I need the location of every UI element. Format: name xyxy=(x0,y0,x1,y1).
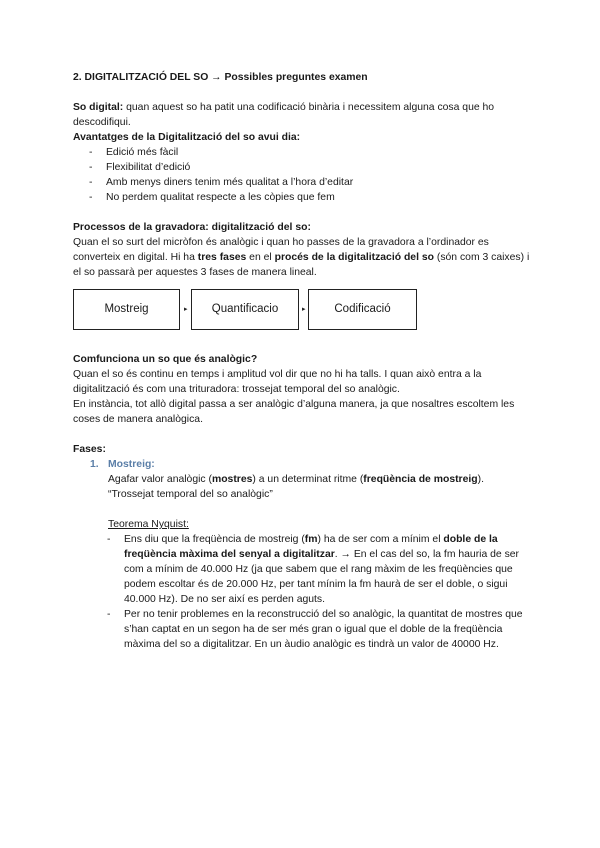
list-item: - Edició més fàcil xyxy=(89,145,533,160)
mostreig-bold-b: mostres xyxy=(211,474,253,485)
teorema-heading: Teorema Nyquist: xyxy=(108,519,189,530)
list-item: - Per no tenir problemes en la reconstrucció del so analògic, la quantitat de mostres que s’han captat en un segon ha de ser més gran o igual que el doble de la freqüència màxima del so a digitalitzar. En un àudio analògic es tindrà un valor de 40000 Hz. xyxy=(107,607,533,652)
document-page xyxy=(73,70,533,652)
analogic-paragraph-1: Quan el so és continu en temps i amplitud vol dir que no hi ha talls. I quan això entra a la digitalització és com una trituradora: trossejat temporal del so analògic. xyxy=(73,369,482,395)
fases-list xyxy=(73,457,533,472)
analogic-paragraph-2: En instància, tot allò digital passa a ser analògic d’alguna manera, ja que nosaltres escoltem les coses de manera analògica. xyxy=(73,399,515,425)
teorema-list xyxy=(73,532,533,652)
list-item: - Flexibilitat d’edició xyxy=(89,160,533,175)
mostreig-description xyxy=(73,472,533,532)
so-digital-label: So digital: xyxy=(73,102,124,113)
diagram-box-mostreig: Mostreig xyxy=(73,289,180,330)
so-digital-paragraph xyxy=(73,100,533,130)
processos-bold-1: tres fases xyxy=(197,252,247,263)
list-item: - No perdem qualitat respecte a les còpies que fem xyxy=(89,190,533,205)
processos-heading: Processos de la gravadora: digitalització del so: xyxy=(73,222,311,233)
teorema-bold-d: doble de la freqüència màxima del senyal a digitalitzar xyxy=(124,534,498,560)
processos-text-1: Quan el so surt del micròfon és analògic i quan ho passes de la gravadora a l’ordinador es converteix en digital. Hi ha xyxy=(73,237,489,263)
fase-number: 1. xyxy=(90,459,99,470)
fase-title: Mostreig: xyxy=(108,459,155,470)
arrow-icon: ▸ xyxy=(302,306,306,313)
avantatges-list xyxy=(73,145,533,205)
process-diagram xyxy=(73,289,533,336)
mostreig-bold-d: freqüència de mostreig xyxy=(363,474,478,485)
processos-text-2: en el xyxy=(246,252,275,263)
teorema-text-c: ) ha de ser com a mínim el xyxy=(317,534,444,545)
list-item: - Amb menys diners tenim més qualitat a l’hora d’editar xyxy=(89,175,533,190)
mostreig-text-c: ) a un determinat ritme ( xyxy=(252,474,364,485)
fase-item-mostreig xyxy=(90,457,533,472)
processos-bold-2: procés de la digitalització del so xyxy=(274,252,434,263)
processos-text-3: (són com 3 caixes) i el so passarà per aquestes 3 fases de manera lineal. xyxy=(73,252,530,278)
avantatges-heading: Avantatges de la Digitalització del so avui dia: xyxy=(73,132,301,143)
mostreig-quote: “Trossejat temporal del so analògic” xyxy=(108,489,273,500)
fases-heading: Fases: xyxy=(73,444,106,455)
mostreig-text-a: Agafar valor analògic ( xyxy=(108,474,212,485)
list-item xyxy=(107,532,533,607)
diagram-box-codificacio: Codificació xyxy=(308,289,417,330)
so-digital-text: quan aquest so ha patit una codificació binària i necessitem alguna cosa que ho descodifiqui. xyxy=(73,102,495,128)
processos-paragraph xyxy=(73,235,533,280)
analogic-heading: Comfunciona un so que és analògic? xyxy=(73,354,258,365)
diagram-box-quantificacio: Quantificacio xyxy=(191,289,299,330)
teorema-bold-b: fm xyxy=(304,534,318,545)
teorema-text-e: . → En el cas del so, la fm hauria de ser com a mínim de 40.000 Hz (ja que sabem que el rang màxim de les freqüències que podem escoltar és de 20.000 Hz, per tant mínim la fm haurà de ser el doble, o sigui 40.000 Hz). De no ser així es perden aguts. xyxy=(124,549,520,605)
arrow-icon: ▸ xyxy=(184,306,188,313)
document-title: 2. DIGITALITZACIÓ DEL SO → Possibles preguntes examen xyxy=(73,72,368,83)
mostreig-text xyxy=(108,472,533,487)
mostreig-text-e: ). xyxy=(477,474,484,485)
teorema-text-a: Ens diu que la freqüència de mostreig ( xyxy=(124,534,305,545)
